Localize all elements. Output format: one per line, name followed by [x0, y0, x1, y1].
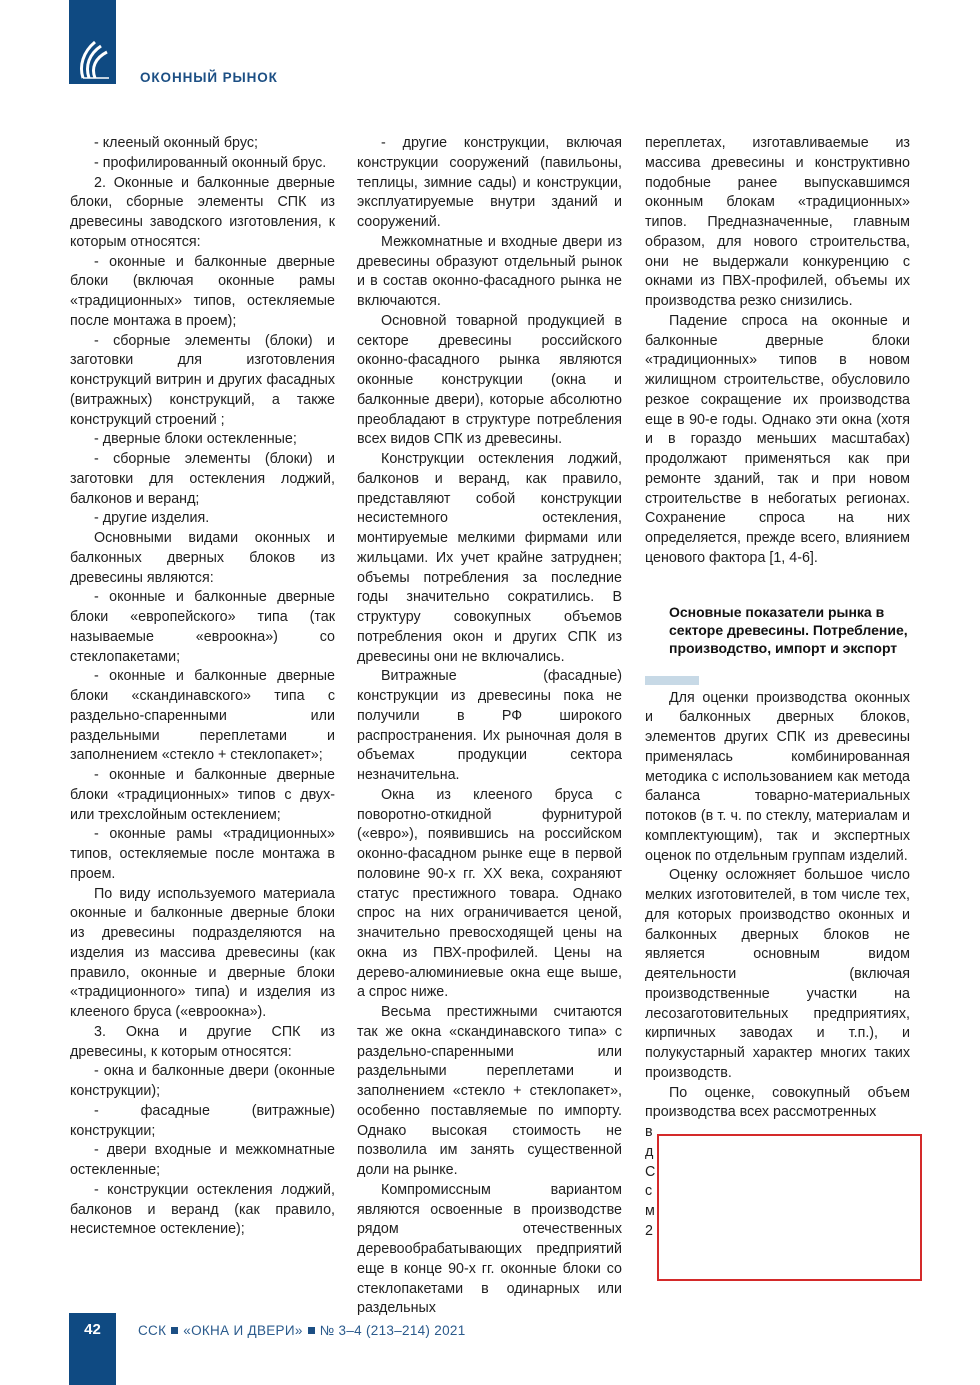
paragraph: - двери входные и межкомнатные остекленные;: [70, 1142, 335, 1178]
paragraph: Конструкции остекления лоджий, балконов и веранд, как правило, представляют собой конструкции несистемного остекления, монтируемые мелкими фирмами или жильцами. Их учет крайне затруднен; объемы потребления за последние годы значительно сократились. В структуру совокупных объемов потребления окон и других СПК из древесины они не включались.: [357, 451, 622, 665]
paragraph: По оценке, совокупный объем производства всех рассмотренных: [645, 1084, 910, 1121]
magazine-title: «ОКНА И ДВЕРИ»: [183, 1323, 303, 1338]
paragraph: Основной товарной продукцией в секторе древесины российского оконно-фасадного рынка являются оконные конструкции (окна и балконные двери), которые абсолютно преобладают в структуре потребления всех видов СПК из древесины.: [357, 312, 622, 448]
paragraph: Падение спроса на оконные и балконные дверные блоки «традиционных» типов в новом жилищном строительстве, обусловило резкое сокращение их производства еще в 90-е годы. Однако эти окна (хотя и в гораздо меньших масштабах) продолжают применяться как при ремонте зданий, так и при новом строительстве в небогатых регионах. Сохранение спроса на них определяется, прежде всего, влиянием ценового фактора [1, 4-6].: [645, 312, 910, 566]
paragraph: Компромиссным вариантом являются освоенные в производстве рядом отечественных деревообрабатывающих предприятий еще в конце 90-х гг. оконные блоки со стеклопакетами в одинарных или раздельных: [357, 1181, 622, 1317]
page-number: 42: [84, 1321, 101, 1338]
paragraph: - другие конструкции, включая конструкции сооружений (павильоны, теплицы, зимние сады) и конструкции, эксплуатируемые внутри зданий и сооружений.: [357, 135, 622, 230]
paragraph: Окна из клееного бруса с поворотно-откидной фурнитурой («евро»), появившись на российском оконно-фасадном рынке еще в первой половине 90-х гг. XX века, сохраняют статус престижного товара. Однако спрос на них ограничивается ценой, значительно превосходящей цены на окна из ПВХ-профилей. Цены на дерево-алюминиевые окна еще выше, а спрос ниже.: [357, 786, 622, 1001]
paragraph: Витражные (фасадные) конструкции из древесины пока не получили в РФ широкого распространения. Их рыночная доля в объемах продукции сектора незначительна.: [357, 668, 622, 783]
redaction-box: [657, 1134, 922, 1281]
subheading-accent-bar: [645, 676, 699, 685]
paragraph: - конструкции остекления лоджий, балконов и веранд (как правило, несистемное остекление);: [70, 1181, 335, 1238]
section-subheading: Основные показатели рынка в секторе древесины. Потребление, производство, импорт и экспорт: [669, 603, 910, 657]
paragraph: - другие изделия.: [94, 510, 210, 527]
paragraph: - дверные блоки остекленные;: [94, 431, 297, 448]
paragraph: - сборные элементы (блоки) и заготовки для остекления лоджий, балконов и веранд;: [70, 451, 335, 507]
partial-line: в: [645, 1124, 653, 1140]
text-column-1: [70, 134, 335, 1240]
paragraph: - оконные и балконные дверные блоки «скандинавского» типа с раздельно-спаренными или раздельными переплетами и заполнением «стекло + стеклопакет»;: [70, 668, 335, 764]
paragraph: - клееный оконный брус;: [94, 135, 258, 151]
paragraph: - оконные и балконные дверные блоки «традиционных» типов с двух- или трехслойным остеклением;: [70, 767, 335, 823]
paragraph: - фасадные (витражные) конструкции;: [70, 1102, 335, 1139]
paragraph: - окна и балконные двери (оконные конструкции);: [70, 1063, 335, 1099]
paragraph: По виду используемого материала оконные и балконные дверные блоки из древесины подразделяются на изделия из массива древесины (как правило, оконные и дверные блоки «традиционного» типа) и изделия из клееного бруса («евроокна»).: [70, 885, 335, 1020]
partial-line: 2: [645, 1222, 653, 1239]
issue-number: № 3–4 (213–214) 2021: [319, 1323, 466, 1338]
paragraph: - оконные и балконные дверные блоки (включая оконные рамы «традиционных» типов, остекляемые после монтажа в проем);: [70, 253, 335, 329]
partial-line: С: [645, 1163, 656, 1180]
text-column-2: [357, 134, 622, 1319]
paragraph: - сборные элементы (блоки) и заготовки для изготовления конструкций витрин и других фасадных (витражных) конструкций, а также конструкций строений ;: [70, 332, 335, 428]
square-bullet-icon: [308, 1327, 315, 1334]
square-bullet-icon: [171, 1327, 178, 1334]
footer-color-block: [69, 1313, 116, 1385]
partial-line: с: [645, 1183, 653, 1200]
paragraph: Оценку осложняет большое число мелких изготовителей, в том числе тех, для которых производство оконных и балконных дверных блоков не является основным видом деятельности (включая производственные участки на лесозаготовительных предприятиях, кирпичных заводах и т.п.), и полукустарный характер многих таких производств.: [645, 867, 910, 1081]
paragraph: 3. Окна и другие СПК из древесины, к которым относятся:: [70, 1023, 335, 1060]
paragraph: 2. Оконные и балконные дверные блоки, сборные элементы СПК из древесины заводского изготовления, к которым относятся:: [70, 174, 335, 250]
paragraph: - профилированный оконный брус.: [94, 154, 327, 171]
publication-abbrev: ССК: [138, 1323, 167, 1338]
paragraph: переплетах, изготавливаемые из массива древесины и конструктивно подобные ранее выпускавшимся оконным блокам «традиционных» типов. Предназначенные, главным образом, для нового строительства, они не выдержали конкуренцию с окнами из ПВХ-профилей, объемы их производства резко снизились.: [645, 135, 910, 309]
section-title: ОКОННЫЙ РЫНОК: [140, 70, 278, 85]
publication-info: [138, 1323, 466, 1338]
logo-icon: [75, 38, 111, 80]
paragraph: Для оценки производства оконных и балконных дверных блоков, элементов других СПК из древесины применялась комбинированная методика с использованием как метода баланса товарно-материальных потоков (в т. ч. по стеклу, материалам и комплектующим), так и экспертных оценок по отдельным группам изделий.: [645, 689, 910, 864]
header-color-bar: [69, 0, 116, 84]
paragraph: - оконные и балконные дверные блоки «европейского» типа (так называемые «евроокна») со стеклопакетами;: [70, 589, 335, 665]
paragraph: - оконные рамы «традиционных» типов, остекляемые после монтажа в проем.: [70, 826, 335, 882]
paragraph: Весьма престижными считаются так же окна «скандинавского типа» с раздельно-спаренными или раздельными переплетами и заполнением «стекло + стеклопакет», особенно поставляемые по импорту. Однако высокая стоимость не позволила им занять существенной доли на рынке.: [357, 1004, 622, 1178]
paragraph: Основными видами оконных и балконных дверных блоков из древесины являются:: [70, 530, 335, 586]
text-column-3: [645, 134, 910, 1242]
partial-line: д: [645, 1143, 654, 1160]
partial-line: м: [645, 1203, 655, 1219]
paragraph: Межкомнатные и входные двери из древесины образуют отдельный рынок и в состав оконно-фасадного рынка не включаются.: [357, 233, 622, 309]
